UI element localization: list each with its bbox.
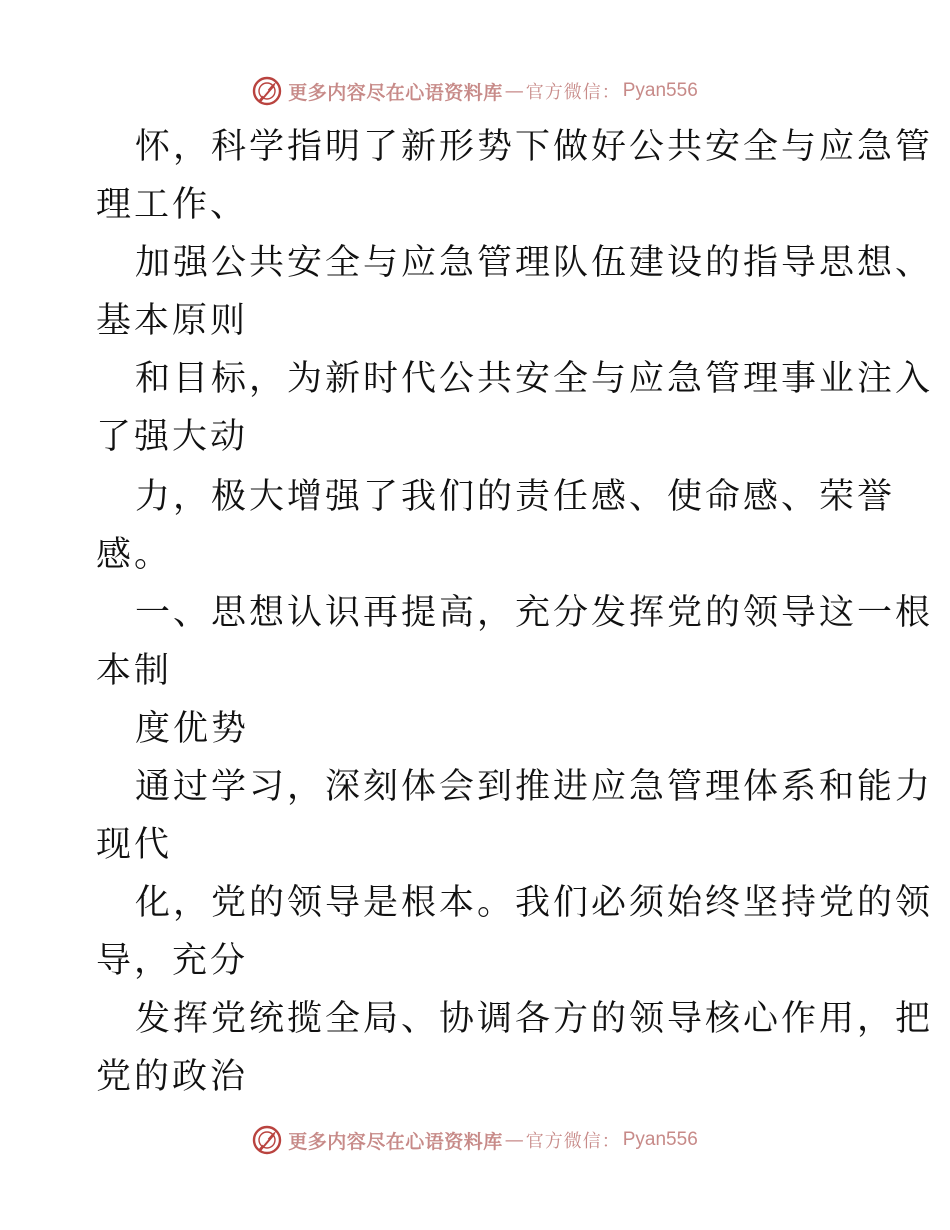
- body-line: 发挥党统揽全局、协调各方的领导核心作用，把: [135, 999, 934, 1039]
- header-watermark: [0, 73, 950, 109]
- watermark-title: 更多内容尽在心语资料库: [288, 1130, 503, 1153]
- body-line: 加强公共安全与应急管理队伍建设的指导思想、: [135, 243, 934, 283]
- body-line: 基本原则: [96, 301, 249, 341]
- watermark-official-label: 官方微信：: [525, 82, 621, 103]
- body-line: 力，极大增强了我们的责任感、使命感、荣誉: [135, 477, 896, 517]
- watermark-separator: —: [504, 1129, 524, 1151]
- footer-watermark: [0, 1122, 950, 1158]
- quill-logo-icon: [252, 1125, 282, 1155]
- body-line: 怀，科学指明了新形势下做好公共安全与应急管: [135, 127, 934, 167]
- body-line: 本制: [96, 651, 173, 691]
- watermark-separator: —: [504, 80, 524, 102]
- quill-logo-icon: [252, 76, 282, 106]
- watermark-wechat-id: Pyan556: [622, 1129, 698, 1150]
- body-line: 化，党的领导是根本。我们必须始终坚持党的领: [135, 883, 934, 923]
- body-line: 通过学习，深刻体会到推进应急管理体系和能力: [135, 767, 934, 807]
- body-line: 感。: [96, 535, 173, 575]
- watermark-wechat-id: Pyan556: [622, 80, 698, 101]
- body-line: 党的政治: [96, 1057, 249, 1097]
- body-line: 和目标，为新时代公共安全与应急管理事业注入: [135, 359, 934, 399]
- body-line: 现代: [96, 825, 173, 865]
- body-line: 导，充分: [96, 941, 249, 981]
- body-line: 一、思想认识再提高，充分发挥党的领导这一根: [135, 593, 934, 633]
- body-line: 度优势: [135, 709, 250, 749]
- watermark-official-label: 官方微信：: [525, 1131, 621, 1152]
- watermark-title: 更多内容尽在心语资料库: [288, 81, 503, 104]
- body-line: 理工作、: [96, 185, 249, 225]
- body-line: 了强大动: [96, 417, 249, 457]
